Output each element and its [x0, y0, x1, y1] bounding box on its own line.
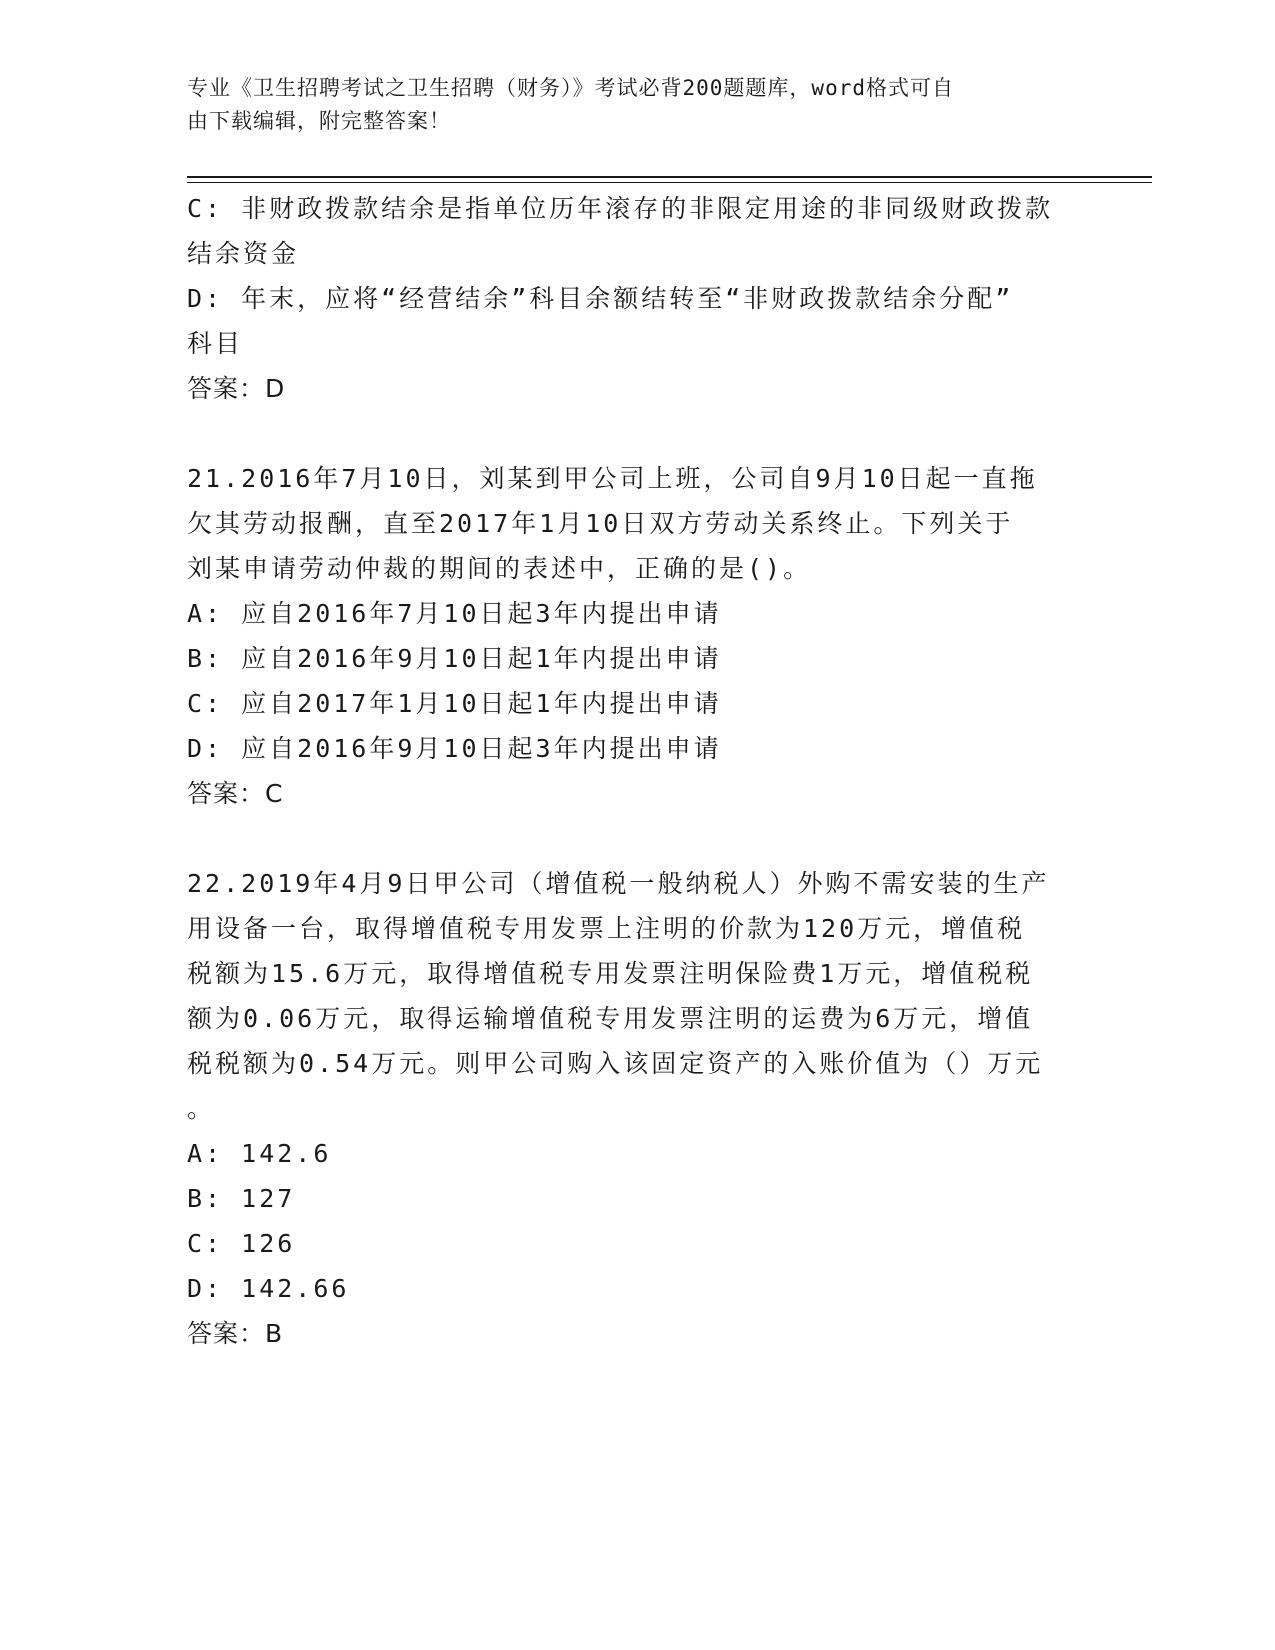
option-d-line-2: 科目: [187, 329, 244, 358]
option-c: C: 应自2017年1月10日起1年内提出申请: [187, 689, 722, 718]
question-stem-line-4: 额为0.06万元，取得运输增值税专用发票注明的运费为6万元，增值: [187, 1004, 1034, 1033]
option-b: B: 127: [187, 1184, 296, 1213]
option-c-line-2: 结余资金: [187, 239, 300, 268]
previous-question: [187, 186, 1087, 411]
question-stem-line-2: 用设备一台，取得增值税专用发票上注明的价款为120万元，增值税: [187, 914, 1026, 943]
option-a: A: 142.6: [187, 1139, 332, 1168]
question-stem-line-1: 21.2016年7月10日，刘某到甲公司上班，公司自9月10日起一直拖: [187, 464, 1038, 493]
option-c-line-1: C: 非财政拨款结余是指单位历年滚存的非限定用途的非同级财政拨款: [187, 194, 1054, 223]
option-d-line-1: D: 年末，应将“经营结余”科目余额结转至“非财政拨款结余分配”: [187, 284, 1014, 313]
question-22: [187, 861, 1087, 1356]
option-a: A: 应自2016年7月10日起3年内提出申请: [187, 599, 722, 628]
option-c: C: 126: [187, 1229, 296, 1258]
header-line-2: 由下载编辑，附完整答案！: [187, 109, 451, 133]
option-d: D: 142.66: [187, 1274, 350, 1303]
answer-label: 答案：B: [187, 1319, 284, 1348]
question-stem-line-1: 22.2019年4月9日甲公司（增值税一般纳税人）外购不需安装的生产: [187, 869, 1050, 898]
question-21: [187, 456, 1087, 816]
spacer: [187, 816, 1087, 861]
question-stem-line-5: 税税额为0.54万元。则甲公司购入该固定资产的入账价值为（）万元: [187, 1049, 1044, 1078]
document-body: [187, 186, 1087, 1356]
answer-label: 答案：D: [187, 374, 286, 403]
document-header: [187, 72, 1067, 138]
header-line-1: 专业《卫生招聘考试之卫生招聘（财务）》考试必背200题题库，word格式可自: [187, 76, 954, 100]
spacer: [187, 411, 1087, 456]
question-stem-line-3: 刘某申请劳动仲裁的期间的表述中，正确的是()。: [187, 554, 812, 583]
option-d: D: 应自2016年9月10日起3年内提出申请: [187, 734, 722, 763]
question-stem-line-2: 欠其劳动报酬，直至2017年1月10日双方劳动关系终止。下列关于: [187, 509, 1014, 538]
question-stem-line-3: 税额为15.6万元，取得增值税专用发票注明保险费1万元，增值税税: [187, 959, 1034, 988]
question-stem-line-6: 。: [187, 1094, 216, 1123]
header-divider-thin: [187, 182, 1152, 183]
answer-label: 答案：C: [187, 779, 284, 808]
header-divider-thick: [187, 176, 1152, 178]
option-b: B: 应自2016年9月10日起1年内提出申请: [187, 644, 722, 673]
